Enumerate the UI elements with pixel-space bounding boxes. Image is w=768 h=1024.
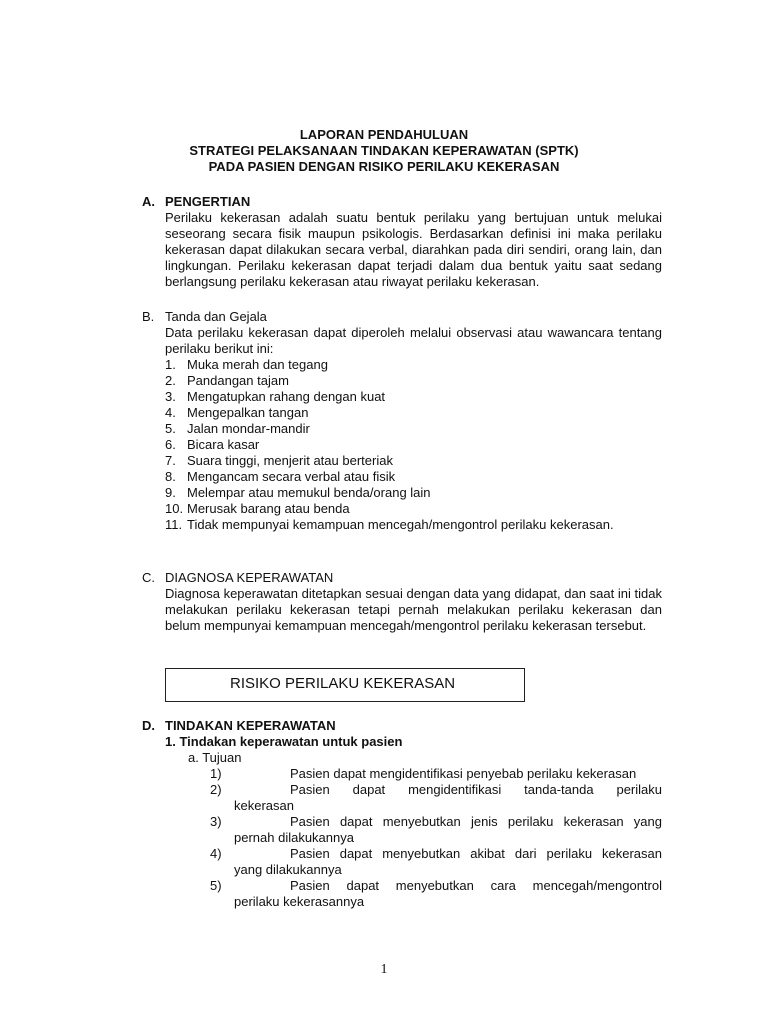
page-number: 1 (380, 962, 388, 977)
title-line-1: LAPORAN PENDAHULUAN (299, 127, 469, 142)
section-b (142, 309, 662, 533)
goal-item: 1) Pasien dapat mengidentifikasi penyebab perilaku kekerasan (210, 766, 637, 781)
section-d-subheading: 1. Tindakan keperawatan untuk pasien (165, 734, 403, 749)
diagnosis-box (165, 668, 525, 702)
goal-item: 2) Pasien dapat mengidentifikasi tanda-tanda perilaku kekerasan (210, 782, 662, 813)
list-item: 2. Pandangan tajam (165, 373, 289, 388)
section-a-heading (142, 194, 662, 210)
list-item: 11. Tidak mempunyai kemampuan mencegah/mengontrol perilaku kekerasan. (165, 517, 614, 532)
section-a-title: PENGERTIAN (165, 194, 251, 209)
section-c-label: C. (142, 570, 155, 585)
section-b-label: B. (142, 309, 155, 324)
goal-item: 3) Pasien dapat menyebutkan jenis perilaku kekerasan yang pernah dilakukannya (210, 814, 662, 845)
section-d-title: TINDAKAN KEPERAWATAN (165, 718, 336, 733)
document-title (0, 127, 768, 175)
section-c-body: Diagnosa keperawatan ditetapkan sesuai dengan data yang didapat, dan saat ini tidak melakukan perilaku kekerasan tetapi pernah melakukan perilaku kekerasan dan belum mempunyai kemampuan mencegah/mengontrol perilaku kekerasan tersebut. (165, 586, 662, 633)
list-item: 10. Merusak barang atau benda (165, 501, 350, 516)
list-item: 7. Suara tinggi, menjerit atau berteriak (165, 453, 393, 468)
section-d (142, 718, 662, 910)
diagnosis-box-text: RISIKO PERILAKU KEKERASAN (230, 675, 456, 692)
section-d-heading (142, 718, 662, 734)
section-a (142, 194, 662, 290)
list-item: 8. Mengancam secara verbal atau fisik (165, 469, 396, 484)
section-a-label: A. (142, 194, 155, 209)
list-item: 5. Jalan mondar-mandir (165, 421, 310, 436)
goal-item: 5) Pasien dapat menyebutkan cara mencegah/mengontrol perilaku kekerasannya (210, 878, 662, 909)
section-a-body: Perilaku kekerasan adalah suatu bentuk perilaku yang bertujuan untuk melukai seseorang secara fisik maupun psikologis. Berdasarkan definisi ini maka perilaku kekerasan dapat dilakukan secara verbal, diarahkan pada diri sendiri, orang lain, dan lingkungan. Perilaku kekerasan dapat terjadi dalam dua bentuk yaitu saat sedang berlangsung perilaku kekerasan atau riwayat perilaku kekerasan. (165, 210, 662, 289)
section-c-title: DIAGNOSA KEPERAWATAN (165, 570, 334, 585)
list-item: 4. Mengepalkan tangan (165, 405, 309, 420)
section-d-sub-a: a. Tujuan (188, 750, 242, 765)
section-b-title: Tanda dan Gejala (165, 309, 267, 324)
list-item: 1. Muka merah dan tegang (165, 357, 328, 372)
symptom-list (165, 357, 662, 533)
title-line-2: STRATEGI PELAKSANAAN TINDAKAN KEPERAWATAN (SPTK) (189, 143, 579, 158)
section-d-label: D. (142, 718, 155, 733)
section-b-intro: Data perilaku kekerasan dapat diperoleh melalui observasi atau wawancara tentang perilaku berikut ini: (165, 325, 662, 356)
section-c (142, 570, 662, 634)
list-item: 9. Melempar atau memukul benda/orang lain (165, 485, 431, 500)
section-b-heading (142, 309, 662, 325)
goal-item: 4) Pasien dapat menyebutkan akibat dari perilaku kekerasan yang dilakukannya (210, 846, 662, 877)
list-item: 3. Mengatupkan rahang dengan kuat (165, 389, 386, 404)
title-line-3: PADA PASIEN DENGAN RISIKO PERILAKU KEKERASAN (208, 159, 560, 174)
list-item: 6. Bicara kasar (165, 437, 260, 452)
section-c-heading (142, 570, 662, 586)
